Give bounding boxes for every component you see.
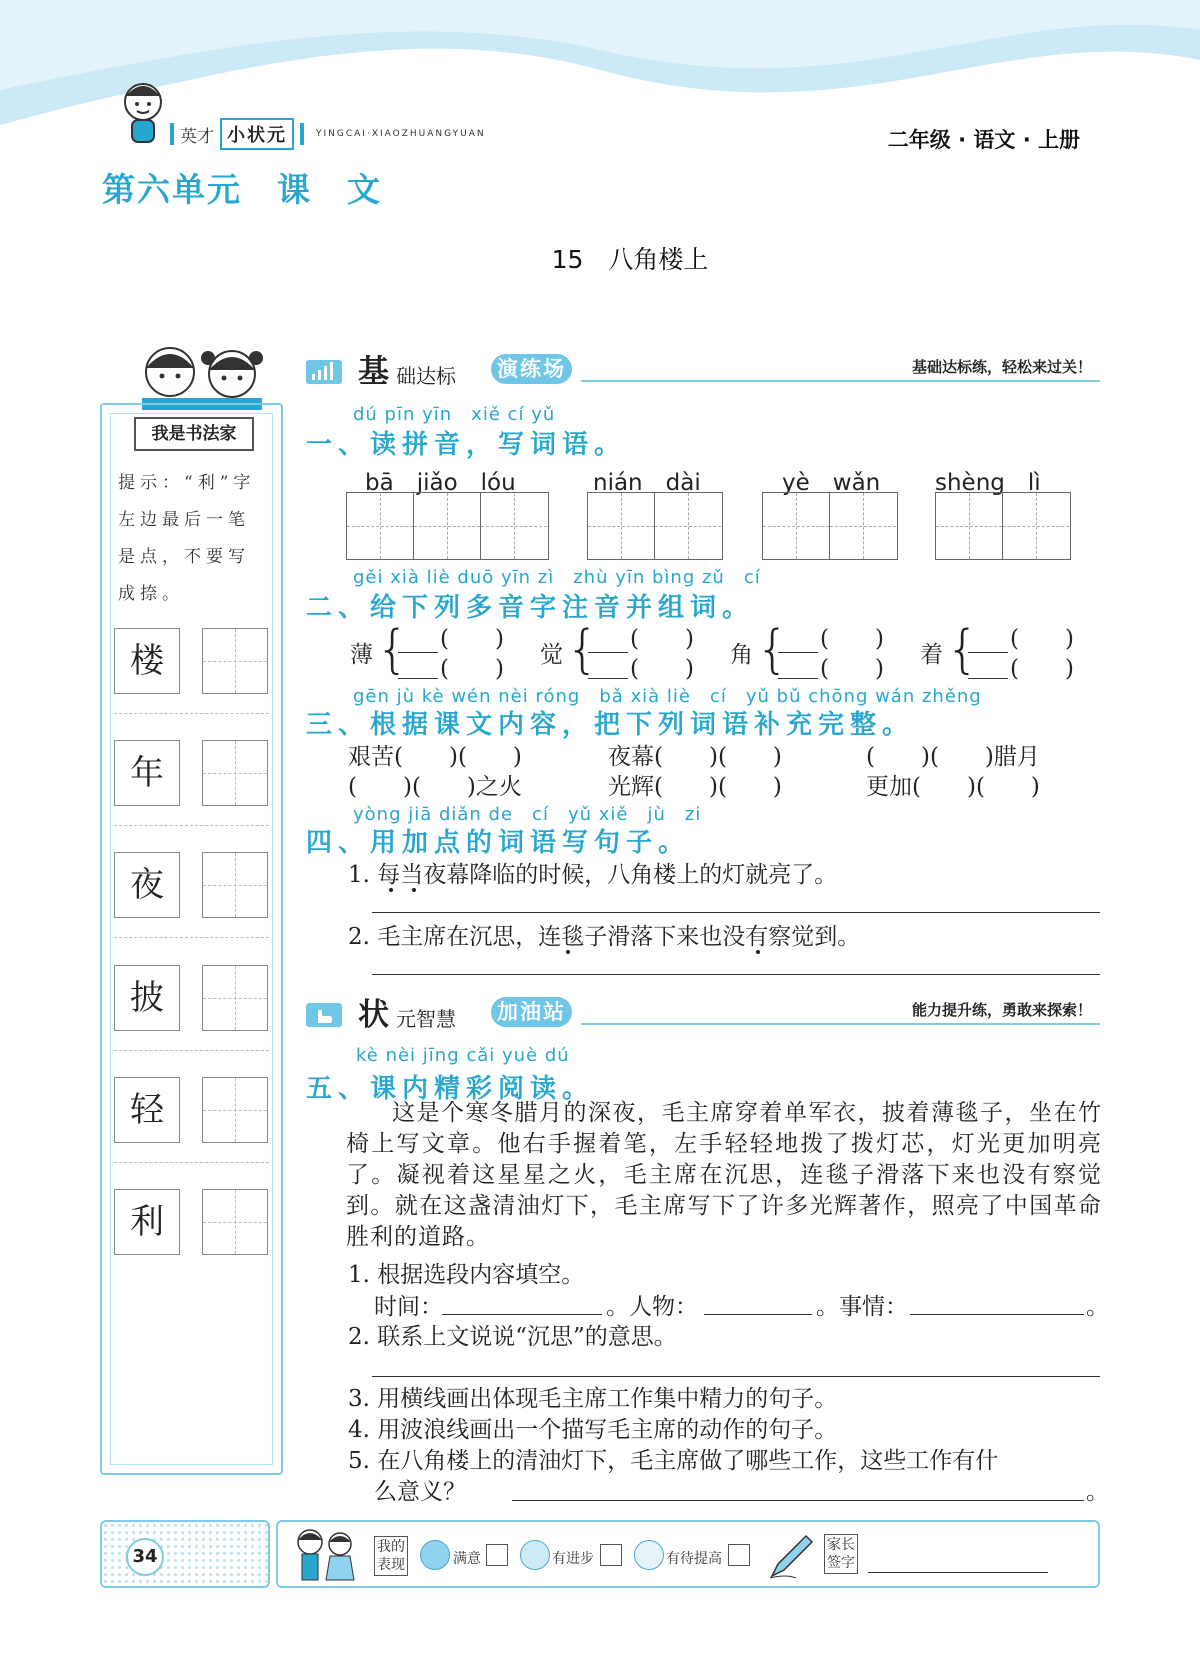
calligraphy-sidebar [100, 403, 283, 1475]
grid-cell[interactable] [347, 493, 414, 559]
row-divider [114, 1162, 269, 1163]
signal-bars-icon [306, 358, 342, 384]
q3-pinyin: gēn jù kè wén nèi róng bǎ xià liè cí yǔ bǔ chōng wán zhěng [353, 686, 982, 707]
pen-icon [766, 1530, 816, 1582]
section-advanced-header [306, 993, 1100, 1033]
improve-face-icon [634, 1540, 664, 1570]
writing-grid[interactable] [935, 492, 1071, 560]
grid-cell[interactable] [830, 493, 897, 559]
q4-sentence-1: 1. 每当夜幕降临的时候，八角楼上的灯就亮了。 [348, 862, 838, 888]
answer-line[interactable] [398, 678, 438, 679]
brace: { [566, 620, 600, 680]
practice-grid[interactable] [202, 1189, 268, 1255]
q1-word-pinyin: shèng lì [935, 470, 1041, 496]
q1-word-pinyin: bā jiǎo lóu [365, 470, 516, 496]
section-rule [581, 380, 1100, 382]
char-row [114, 965, 269, 1035]
q3-title: 三、根据课文内容，把下列词语补充完整。 [306, 710, 915, 740]
paren-blank[interactable]: ( ) [440, 656, 504, 682]
q4-sentence-2: 2. 毛主席在沉思，连毯子滑落下来也没有察觉到。 [348, 924, 861, 950]
section-big-char: 状 [358, 997, 389, 1033]
q2-pinyin: gěi xià liè duō yīn zì zhù yīn bìng zǔ cí [353, 567, 761, 588]
q1-title: 一、读拼音，写词语。 [306, 430, 627, 460]
my-performance-label: 我的表现 [374, 1536, 408, 1576]
grid-cell[interactable] [655, 493, 722, 559]
answer-line[interactable] [372, 974, 1100, 975]
polyphone-char: 觉 [540, 642, 563, 668]
parent-sign-line[interactable] [868, 1572, 1048, 1573]
neutral-face-icon [520, 1540, 550, 1570]
fill-phrase[interactable]: ( )( )之火 [348, 774, 522, 800]
model-char: 年 [114, 740, 180, 806]
grid-cell[interactable] [763, 493, 830, 559]
q5-end-mark: 。 [1086, 1479, 1109, 1505]
q1-word-pinyin: yè wǎn [782, 470, 881, 496]
emphasis-dot [566, 950, 570, 954]
row-divider [114, 713, 269, 714]
fill-phrase[interactable]: ( )( )腊月 [866, 744, 1040, 770]
row-divider [114, 825, 269, 826]
char-row [114, 1189, 269, 1259]
brand-bar [170, 123, 174, 145]
brand-box: 小状元 [220, 118, 294, 150]
q5-time-label: 时间： [374, 1294, 443, 1320]
answer-line[interactable] [588, 678, 628, 679]
practice-grid[interactable] [202, 852, 268, 918]
hand-pointer-icon [306, 1001, 342, 1027]
grade-label: 二年级 · 语文 · 上册 [887, 128, 1080, 152]
model-char: 楼 [114, 628, 180, 694]
practice-grid[interactable] [202, 740, 268, 806]
paren-blank[interactable]: ( ) [820, 656, 884, 682]
footer [100, 1520, 1100, 1590]
calligraphy-tip: 提示：“利”字左边最后一笔是点，不要写成捺。 [118, 473, 256, 604]
section-subtitle: 元智慧 [396, 1007, 456, 1031]
emphasis-dot [756, 950, 760, 954]
section-subtitle: 础达标 [396, 364, 456, 388]
section-tag: 演练场 [491, 354, 572, 384]
paren-blank[interactable]: ( ) [1010, 656, 1074, 682]
q1-pinyin: dú pīn yīn xiě cí yǔ [353, 404, 556, 425]
q5-event-label: 。事情： [816, 1294, 908, 1320]
paren-blank[interactable]: ( ) [1010, 626, 1074, 652]
answer-line[interactable] [968, 678, 1008, 679]
brace: { [946, 620, 980, 680]
q5-title: 五、课内精彩阅读。 [306, 1074, 595, 1104]
grid-cell[interactable] [1003, 493, 1070, 559]
kids-icon [290, 1526, 360, 1584]
reading-passage [346, 1098, 1102, 1253]
q2-title: 二、给下列多音字注音并组词。 [306, 593, 755, 623]
q5-pinyin: kè nèi jīng cǎi yuè dú [356, 1045, 570, 1066]
section-basic-header [306, 350, 1100, 390]
char-row [114, 852, 269, 922]
char-row [114, 1077, 269, 1147]
paren-blank[interactable]: ( ) [630, 626, 694, 652]
model-char: 披 [114, 965, 180, 1031]
brace: { [756, 620, 790, 680]
brace: { [376, 620, 410, 680]
writing-grid[interactable] [346, 492, 549, 560]
section-rule [581, 1023, 1100, 1025]
q5-person-label: 。人物： [606, 1294, 698, 1320]
brand-name: 英才 [180, 126, 214, 147]
writing-grid[interactable] [587, 492, 723, 560]
lesson-title: 15 八角楼上 [551, 245, 709, 274]
q5-sub3: 3. 用横线画出体现毛主席工作集中精力的句子。 [348, 1386, 838, 1412]
char-row [114, 740, 269, 810]
time-blank[interactable] [442, 1314, 602, 1315]
progress-label: 有进步 [552, 1551, 594, 1567]
q4-title: 四、用加点的词语写句子。 [306, 828, 691, 858]
answer-line[interactable] [372, 912, 1100, 913]
grid-cell[interactable] [936, 493, 1003, 559]
page-number: 34 [126, 1538, 164, 1576]
fill-phrase[interactable]: 夜幕( )( ) [608, 744, 782, 770]
section-tag: 加油站 [491, 997, 572, 1027]
emphasis-dot [412, 888, 416, 892]
smile-face-icon [420, 1540, 450, 1570]
paren-blank[interactable]: ( ) [630, 656, 694, 682]
section-motto: 基础达标练，轻松来过关！ [911, 358, 1092, 376]
passage-text: 这是个寒冬腊月的深夜，毛主席穿着单军衣，披着薄毯子，坐在竹椅上写文章。他右手握着笔，左手轻轻地拨了拨灯芯，灯光更加明亮了。凝视着这星星之火，毛主席在沉思，连毯子滑落下来也没有察觉到。就在这盏清油灯下，毛主席写下了许多光辉著作，照亮了中国革命胜利的道路。 [346, 1100, 1102, 1250]
q1-word-pinyin: nián dài [593, 470, 701, 496]
q5-sub1: 1. 根据选段内容填空。 [348, 1262, 585, 1288]
progress-checkbox[interactable] [600, 1544, 622, 1566]
q4-pinyin: yòng jiā diǎn de cí yǔ xiě jù zi [353, 804, 702, 825]
answer-line[interactable] [372, 1376, 1100, 1377]
answer-line[interactable] [398, 652, 438, 653]
paren-blank[interactable]: ( ) [440, 626, 504, 652]
grid-cell[interactable] [588, 493, 655, 559]
q5-sub5-cont: 么意义？ [374, 1479, 466, 1505]
writing-grid[interactable] [762, 492, 898, 560]
answer-line[interactable] [778, 652, 818, 653]
char-row [114, 628, 269, 698]
unit-title: 第六单元 课 文 [102, 170, 382, 209]
polyphone-char: 角 [730, 642, 753, 668]
improve-checkbox[interactable] [728, 1544, 750, 1566]
polyphone-char: 薄 [350, 642, 373, 668]
q5-sub5: 5. 在八角楼上的清油灯下，毛主席做了哪些工作，这些工作有什 [348, 1448, 999, 1474]
page-number-box [100, 1520, 270, 1588]
practice-grid[interactable] [202, 1077, 268, 1143]
satisfied-label: 满意 [453, 1551, 481, 1567]
grid-cell[interactable] [414, 493, 481, 559]
mascot-icon [118, 80, 168, 146]
model-char: 轻 [114, 1077, 180, 1143]
answer-line[interactable] [588, 652, 628, 653]
improve-label: 有待提高 [666, 1551, 722, 1567]
satisfied-checkbox[interactable] [486, 1544, 508, 1566]
q5-end-mark: 。 [1086, 1294, 1109, 1320]
brand-bar-2 [300, 123, 304, 145]
evaluation-box [276, 1520, 1100, 1588]
grid-cell[interactable] [481, 493, 548, 559]
q5-sub4: 4. 用波浪线画出一个描写毛主席的动作的句子。 [348, 1417, 838, 1443]
answer-line[interactable] [968, 652, 1008, 653]
fill-phrase[interactable]: 更加( )( ) [866, 774, 1040, 800]
person-blank[interactable] [704, 1314, 812, 1315]
practice-grid[interactable] [202, 965, 268, 1031]
section-motto: 能力提升练，勇敢来探索！ [911, 1001, 1092, 1019]
emphasis-dot [389, 888, 393, 892]
paren-blank[interactable]: ( ) [820, 626, 884, 652]
answer-line[interactable] [512, 1500, 1084, 1501]
event-blank[interactable] [910, 1314, 1084, 1315]
section-big-char: 基 [358, 354, 389, 390]
answer-line[interactable] [778, 678, 818, 679]
fill-phrase[interactable]: 艰苦( )( ) [348, 744, 522, 770]
model-char: 夜 [114, 852, 180, 918]
q5-sub2: 2. 联系上文说说“沉思”的意思。 [348, 1324, 677, 1350]
brand-pinyin: YINGCAI·XIAOZHUANGYUAN [316, 129, 486, 139]
calligraphy-label: 我是书法家 [134, 417, 254, 451]
children-illustration-icon [132, 340, 272, 412]
model-char: 利 [114, 1189, 180, 1255]
polyphone-char: 着 [920, 642, 943, 668]
row-divider [114, 1050, 269, 1051]
parent-sign-label: 家长签字 [824, 1534, 858, 1574]
row-divider [114, 937, 269, 938]
brand-logo [170, 118, 486, 150]
practice-grid[interactable] [202, 628, 268, 694]
fill-phrase[interactable]: 光辉( )( ) [608, 774, 782, 800]
